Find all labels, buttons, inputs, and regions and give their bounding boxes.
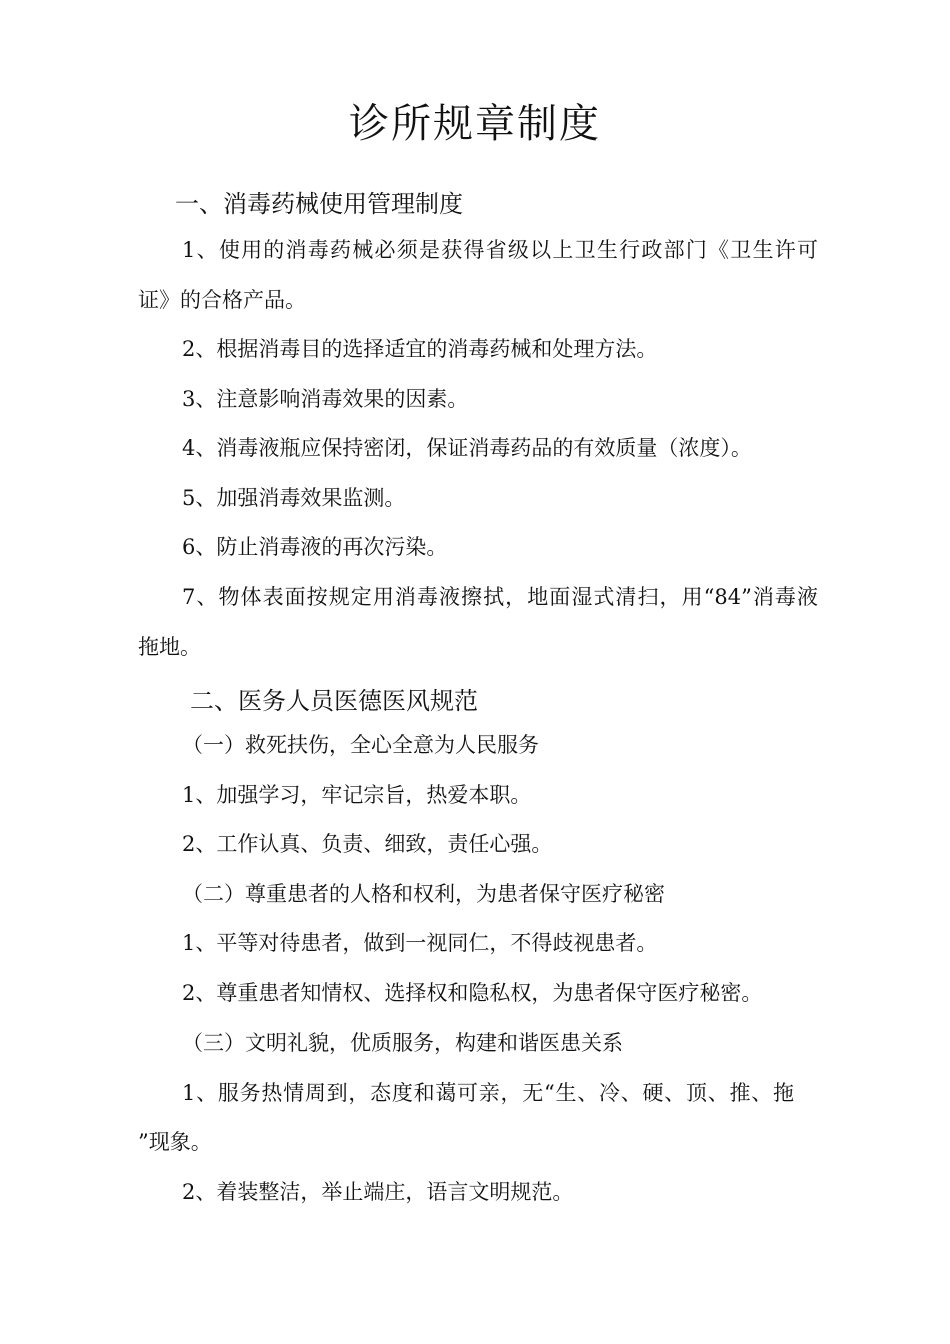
subsection-heading-2: （二）尊重患者的人格和权利，为患者保守医疗秘密 xyxy=(182,882,665,906)
subsection-3-item-1-line-2: ”现象。 xyxy=(138,1130,212,1154)
subsection-heading-3: （三）文明礼貌，优质服务，构建和谐医患关系 xyxy=(182,1031,623,1055)
paragraph-4: 4、消毒液瓶应保持密闭，保证消毒药品的有效质量（浓度）。 xyxy=(182,436,752,460)
subsection-3-item-2: 2、着装整洁，举止端庄，语言文明规范。 xyxy=(182,1180,574,1204)
paragraph-5: 5、加强消毒效果监测。 xyxy=(182,486,406,510)
subsection-1-item-2: 2、工作认真、负责、细致，责任心强。 xyxy=(182,832,553,856)
section-heading-2: 二、医务人员医德医风规范 xyxy=(190,687,478,715)
paragraph-3: 3、注意影响消毒效果的因素。 xyxy=(182,387,469,411)
paragraph-7-line-1: 7、物体表面按规定用消毒液擦拭，地面湿式清扫，用“84”消毒液 xyxy=(182,585,818,609)
paragraph-1-line-2: 证》的合格产品。 xyxy=(138,288,306,312)
paragraph-2: 2、根据消毒目的选择适宜的消毒药械和处理方法。 xyxy=(182,337,658,361)
paragraph-6: 6、防止消毒液的再次污染。 xyxy=(182,535,448,559)
page-title: 诊所规章制度 xyxy=(349,101,601,147)
subsection-2-item-2: 2、尊重患者知情权、选择权和隐私权，为患者保守医疗秘密。 xyxy=(182,981,763,1005)
subsection-1-item-1: 1、加强学习，牢记宗旨，热爱本职。 xyxy=(182,783,532,807)
subsection-2-item-1: 1、平等对待患者，做到一视同仁，不得歧视患者。 xyxy=(182,931,658,955)
section-heading-1: 一、消毒药械使用管理制度 xyxy=(175,190,463,218)
paragraph-7-line-2: 拖地。 xyxy=(138,635,201,659)
paragraph-1-line-1: 1、使用的消毒药械必须是获得省级以上卫生行政部门《卫生许可 xyxy=(182,238,818,262)
subsection-heading-1: （一）救死扶伤，全心全意为人民服务 xyxy=(182,733,539,757)
subsection-3-item-1-line-1: 1、服务热情周到，态度和蔼可亲，无“生、冷、硬、顶、推、拖 xyxy=(182,1081,794,1105)
